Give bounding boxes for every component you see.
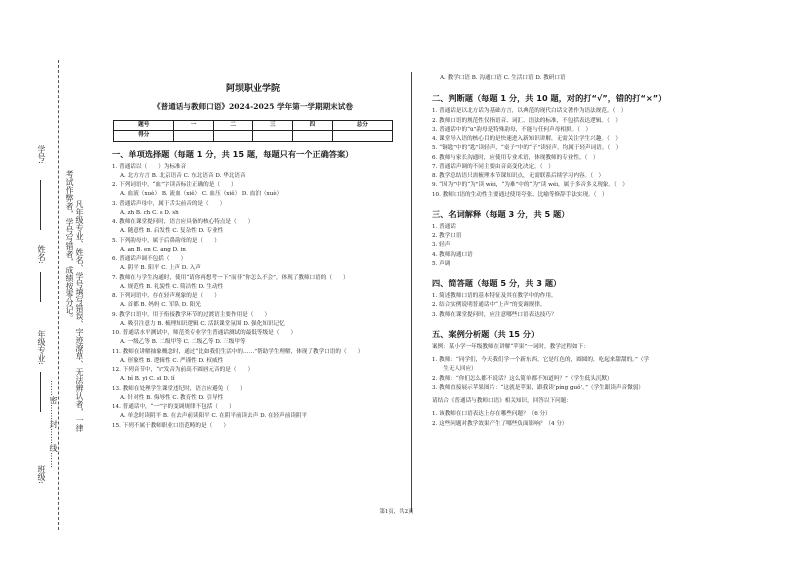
score-cell: 题号 [114, 121, 174, 131]
case-line: 3. 教师直接展示苹果图片：“这就是苹果，跟我读‘píng guǒ’。”（学生跟读声音微弱） [432, 384, 644, 391]
short-answer-list [432, 292, 732, 320]
case-line: 2. 教师：“你们怎么都不说话？这么简单都不知道吗？”（学生低头沉默） [432, 375, 613, 382]
judgment-item: 1. 普通话是以北方话为基础方言，以典范的现代白话文著作为语法规范。（ ） [432, 108, 627, 115]
name-label: 姓名: [37, 245, 46, 264]
question-options: A. 北方方言 B. 北京语音 C. 东北语音 D. 华北语音 [120, 172, 246, 179]
judgment-item: 5. “铜匙”中的“匙”读轻声，“桌子”中的“子”读轻声，均属于轻声词语。（ ） [432, 145, 622, 152]
term-item: 4. 教师沟通口语 [432, 251, 473, 258]
question-options: A. zh B. ch C. s D. sh [120, 209, 179, 216]
section4-title: 四、简答题（每题 5 分，共 3 题） [432, 278, 562, 288]
question-options: A. 针对性 B. 侮辱性 C. 教育性 D. 引导性 [120, 394, 224, 401]
score-cell: 三 [253, 121, 293, 131]
question-options: A. 形象性 B. 逻辑性 C. 严谨性 D. 权威性 [120, 357, 224, 364]
question-options: A. 一级乙等 B. 二级甲等 C. 二级乙等 D. 三级甲等 [120, 339, 246, 346]
score-header-row [114, 121, 393, 131]
student-id-line [40, 180, 41, 230]
question-options: A. 阴平 B. 阳平 C. 上声 D. 入声 [120, 265, 201, 272]
case-line: 生无人回应） [432, 366, 477, 373]
term-item: 3. 轻声 [432, 242, 451, 249]
question-stem: 5. 下列韵母中，属于后鼻韵母的是（ ） [112, 237, 220, 244]
question-stem: 7. 教师在与学生沟通时，使用“请你再想考一下”而非“你怎么不会”，体现了教师口语的（ ） [112, 274, 349, 281]
case-question: 2. 这些问题对教学效果产生了哪些负面影响？（4 分） [432, 420, 568, 427]
case-prompt: 请结合《普通话与教师口语》相关知识，回答以下问题： [432, 398, 572, 404]
seal-line [58, 60, 59, 530]
question-stem: 8. 下列词语中，存在轻声现象的是（ ） [112, 293, 220, 299]
question-stem: 10. 普通话水平测试中，师范类专业学生普通话测试的最低等级是（ ） [112, 330, 297, 336]
case-line: 1. 教师：“同学们，今天我们学一个新东西，它是红色的，圆圆的，吃起来甜甜的。”（学 [432, 357, 650, 363]
column-divider [411, 72, 412, 512]
judgment-item: 3. 普通话中的“ü”韵母是特殊韵母，不能与任何声母相拼。（ ） [432, 126, 592, 133]
question-options: A. 血液（xuè） B. 流血（xiě） C. 血压（xiě） D. 血泊（xuè） [120, 191, 283, 198]
case-question: 1. 该教师在口语表达上存在哪些问题？（6 分） [432, 411, 551, 418]
judgment-item: 7. 普通话声调的不同主要由音高变化决定。（ ） [432, 163, 554, 170]
question-stem: 1. 普通话以（ ）为标准音 [112, 163, 187, 170]
mcq-list [112, 163, 394, 431]
student-id-label: 学号: [37, 145, 46, 164]
case-intro: 案例：某小学一年级教师在讲解“苹果”一词时，教学过程如下： [432, 343, 589, 350]
score-cell [213, 131, 253, 141]
judgment-item: 9. “因为”中的“为”读 wèi，“为难”中的“为”读 wéi，属于多音多义现象。（ ） [432, 182, 628, 189]
year-major-label: 年级专业: [37, 330, 46, 365]
term-item: 2. 教学口语 [432, 233, 462, 239]
section5-title: 五、案例分析题（共 15 分） [432, 328, 540, 339]
question-options: A. 随意性 B. 启发性 C. 复杂性 D. 专业性 [120, 228, 224, 235]
class-label: 班级: [37, 465, 46, 484]
seal-text: ……密……封……线…… [49, 380, 58, 468]
question-stem: 15. 下列不属于教师职业口语范畴的是（ ） [112, 422, 229, 429]
exam-title: 《普通话与教师口语》2024-2025 学年第一学期期末试卷 [153, 102, 353, 111]
page-footer: 第1页，共2页 [379, 509, 414, 515]
term-list [432, 223, 732, 269]
notice-text: 考试作弊者，学号写错者，成绩按零分记。 [65, 170, 74, 322]
section3-title: 三、名词解释（每题 3 分，共 5 题） [432, 208, 570, 219]
college-name: 阿坝职业学院 [225, 84, 280, 94]
score-cell [253, 131, 293, 141]
score-cell: 四 [293, 121, 333, 131]
short-answer-item: 2. 结合实例说明普通话中“上声”的变调规律。 [432, 302, 546, 309]
year-major-line [40, 372, 41, 412]
judgment-item: 6. 教师与家长沟通时，应使用专业术语，体现教师的专业性。（ ） [432, 154, 599, 161]
question-stem: 14. 普通话中，“一”字的变调规律不包括（ ） [112, 404, 235, 410]
question-stem: 6. 普通话声调不包括（ ） [112, 256, 187, 262]
score-cell [174, 131, 214, 141]
question-stem: 3. 普通话声母中，属于舌尖前音的是（ ） [112, 200, 226, 207]
question-stem: 11. 教师在讲解抽象概念时，通过“比如我们生活中的……”帮助学生理解，体现了教学口语的（ ） [112, 348, 364, 355]
question-stem: 4. 教师在课堂提问时，语言应具备的核心特点是（ ） [112, 219, 254, 225]
section2-title: 二、判断题（每题 1 分，共 10 题，对的打“√”，错的打“×”） [432, 93, 667, 104]
question-options: A. an B. en C. ang D. in [120, 246, 186, 253]
notice-text-2: 凡年级专业、姓名、学号填写错误、字迹潦草、无法辨认者，一律 [75, 200, 84, 432]
right-column [432, 74, 732, 429]
judgment-item: 4. 课堂导入语的核心目的是快速进入新知识讲解，无需关注学生兴趣。（ ） [432, 136, 621, 142]
question-stem: 12. 下列音节中，“i”发音为前高不圆唇元音的是（ ） [112, 367, 254, 373]
judgment-list [432, 107, 732, 200]
name-line [40, 272, 41, 302]
short-answer-item: 1. 简述教师口语的基本特征及其在教学中的作用。 [432, 293, 557, 299]
section1-title: 一、单项选择题（每题 1 分，共 15 题，每题只有一个正确答案） [112, 148, 354, 159]
score-cell: 得分 [114, 131, 174, 141]
question-options: A. bǐ B. yī C. sī D. lǐ [120, 376, 175, 383]
score-cell [293, 131, 333, 141]
question-stem: 9. 教学口语中，用于衔接教学环节的过渡语主要作用是（ ） [112, 311, 271, 318]
score-cell: 一 [174, 121, 214, 131]
score-value-row [114, 131, 393, 141]
question-stem: 13. 教师在处理学生课堂违纪时，语言应避免（ ） [112, 385, 246, 392]
case-question-list [432, 410, 732, 429]
judgment-item: 2. 教师口语的规范性仅指语音、词汇、语法的标准，不包括表达逻辑。（ ） [432, 117, 621, 124]
judgment-item: 8. 教学总结语只需梳理本节课知识点，无需联系后续学习内容。（ ） [432, 173, 605, 179]
q15-options: A. 教学口语 B. 沟通口语 C. 生活口语 D. 教研口语 [440, 75, 566, 81]
binding-strip [0, 0, 95, 561]
score-cell: 总分 [332, 121, 392, 131]
question-options: A. 首都 B. 妈妈 C. 军队 D. 阳光 [120, 302, 201, 309]
score-cell: 二 [213, 121, 253, 131]
score-table [113, 120, 393, 142]
judgment-item: 10. 教师口语的生动性主要通过使用夸张、比喻等修辞手法实现。（ ） [432, 191, 608, 198]
short-answer-item: 3. 教师在课堂提问时，应注意哪些口语表达技巧？ [432, 311, 557, 318]
question-stem: 2. 下列词语中，“血”字读音标注正确的是（ ） [112, 182, 237, 188]
case-lines [432, 356, 732, 393]
term-item: 5. 声调 [432, 260, 451, 267]
question-options: A. 吸引注意力 B. 梳理知识逻辑 C. 活跃课堂氛围 D. 强化知识记忆 [120, 320, 285, 327]
question-options: A. 规范性 B. 礼貌性 C. 简洁性 D. 生动性 [120, 283, 224, 290]
left-column [112, 70, 394, 431]
score-cell [332, 131, 392, 141]
term-item: 1. 普通话 [432, 223, 456, 230]
question-options: A. 单念时读阴平 B. 在去声前读阳平 C. 在阴平前读去声 D. 在轻声前读阴平 [120, 413, 308, 420]
